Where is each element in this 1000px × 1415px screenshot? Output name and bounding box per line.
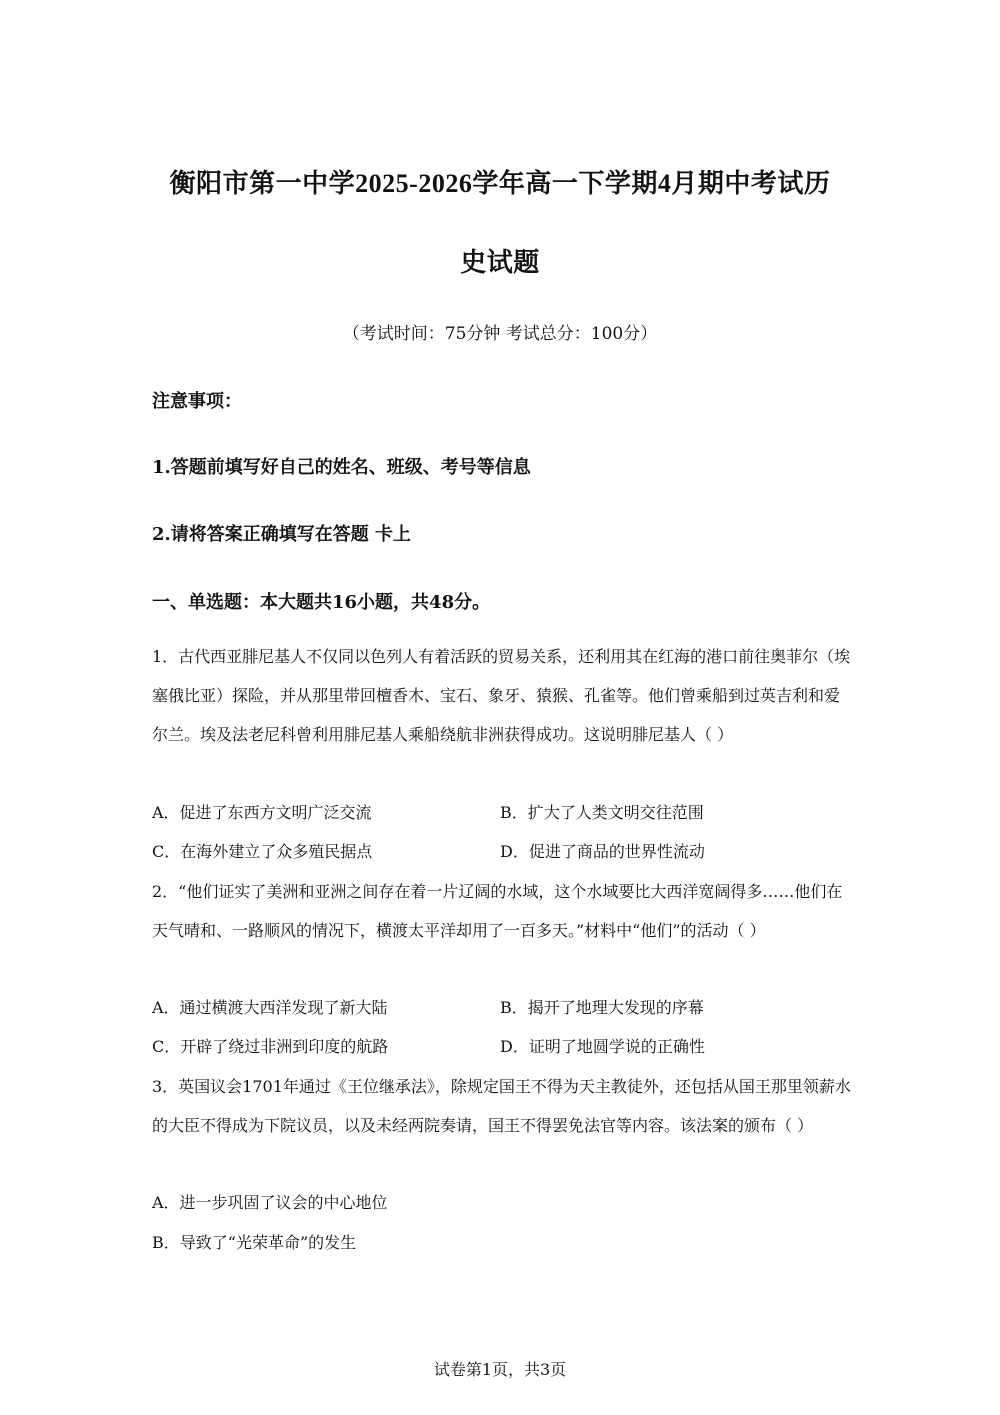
exam-title-line-2: 史试题: [460, 248, 540, 277]
question-1-option-a: A．促进了东西方文明广泛交流: [152, 803, 372, 822]
exam-time-and-score: （考试时间：75分钟 考试总分：100分）: [342, 324, 658, 344]
question-3-option-a: A．进一步巩固了议会的中心地位: [152, 1193, 388, 1212]
question-2-option-a: A．通过横渡大西洋发现了新大陆: [152, 998, 388, 1017]
question-2-option-c: C．开辟了绕过非洲到印度的航路: [152, 1037, 389, 1056]
question-3-option-b: B．导致了“光荣革命”的发生: [152, 1233, 357, 1252]
question-1-option-c: C．在海外建立了众多殖民据点: [152, 842, 373, 861]
question-1-stem: 1．古代西亚腓尼基人不仅同以色列人有着活跃的贸易关系，还利用其在红海的港口前往奥菲尔（埃塞俄比亚）探险，并从那里带回檀香木、宝石、象牙、猿猴、孔雀等。他们曾乘船到过英吉利和爱尔兰。埃及法老尼科曾利用腓尼基人乘船绕航非洲获得成功。这说明腓尼基人（ ）: [152, 647, 851, 744]
question-1-option-d: D．促进了商品的世界性流动: [500, 842, 705, 861]
question-2-option-d: D．证明了地圆学说的正确性: [500, 1037, 705, 1056]
notice-item-2: 2.请将答案正确填写在答题 卡上: [152, 524, 412, 545]
question-2-stem: 2．“他们证实了美洲和亚洲之间存在着一片辽阔的水域，这个水域要比大西洋宽阔得多……他们在天气晴和、一路顺风的情况下，横渡太平洋却用了一百多天。”材料中“他们”的活动（ ）: [152, 882, 843, 940]
exam-title-line-1: 衡阳市第一中学2025-2026学年高一下学期4月期中考试历: [169, 169, 831, 198]
page-footer: 试卷第1页，共3页: [433, 1360, 567, 1379]
question-1-option-b: B．扩大了人类文明交往范围: [500, 803, 704, 822]
notice-item-1: 1.答题前填写好自己的姓名、班级、考号等信息: [152, 457, 531, 478]
question-2-option-b: B．揭开了地理大发现的序幕: [500, 998, 704, 1017]
question-3-stem: 3．英国议会1701年通过《王位继承法》，除规定国王不得为天主教徒外，还包括从国王那里领薪水的大臣不得成为下院议员，以及未经两院奏请，国王不得罢免法官等内容。该法案的颁布（ ）: [152, 1077, 851, 1135]
notice-heading: 注意事项：: [152, 391, 242, 412]
section-heading: 一、单选题：本大题共16小题，共48分。: [152, 592, 491, 613]
